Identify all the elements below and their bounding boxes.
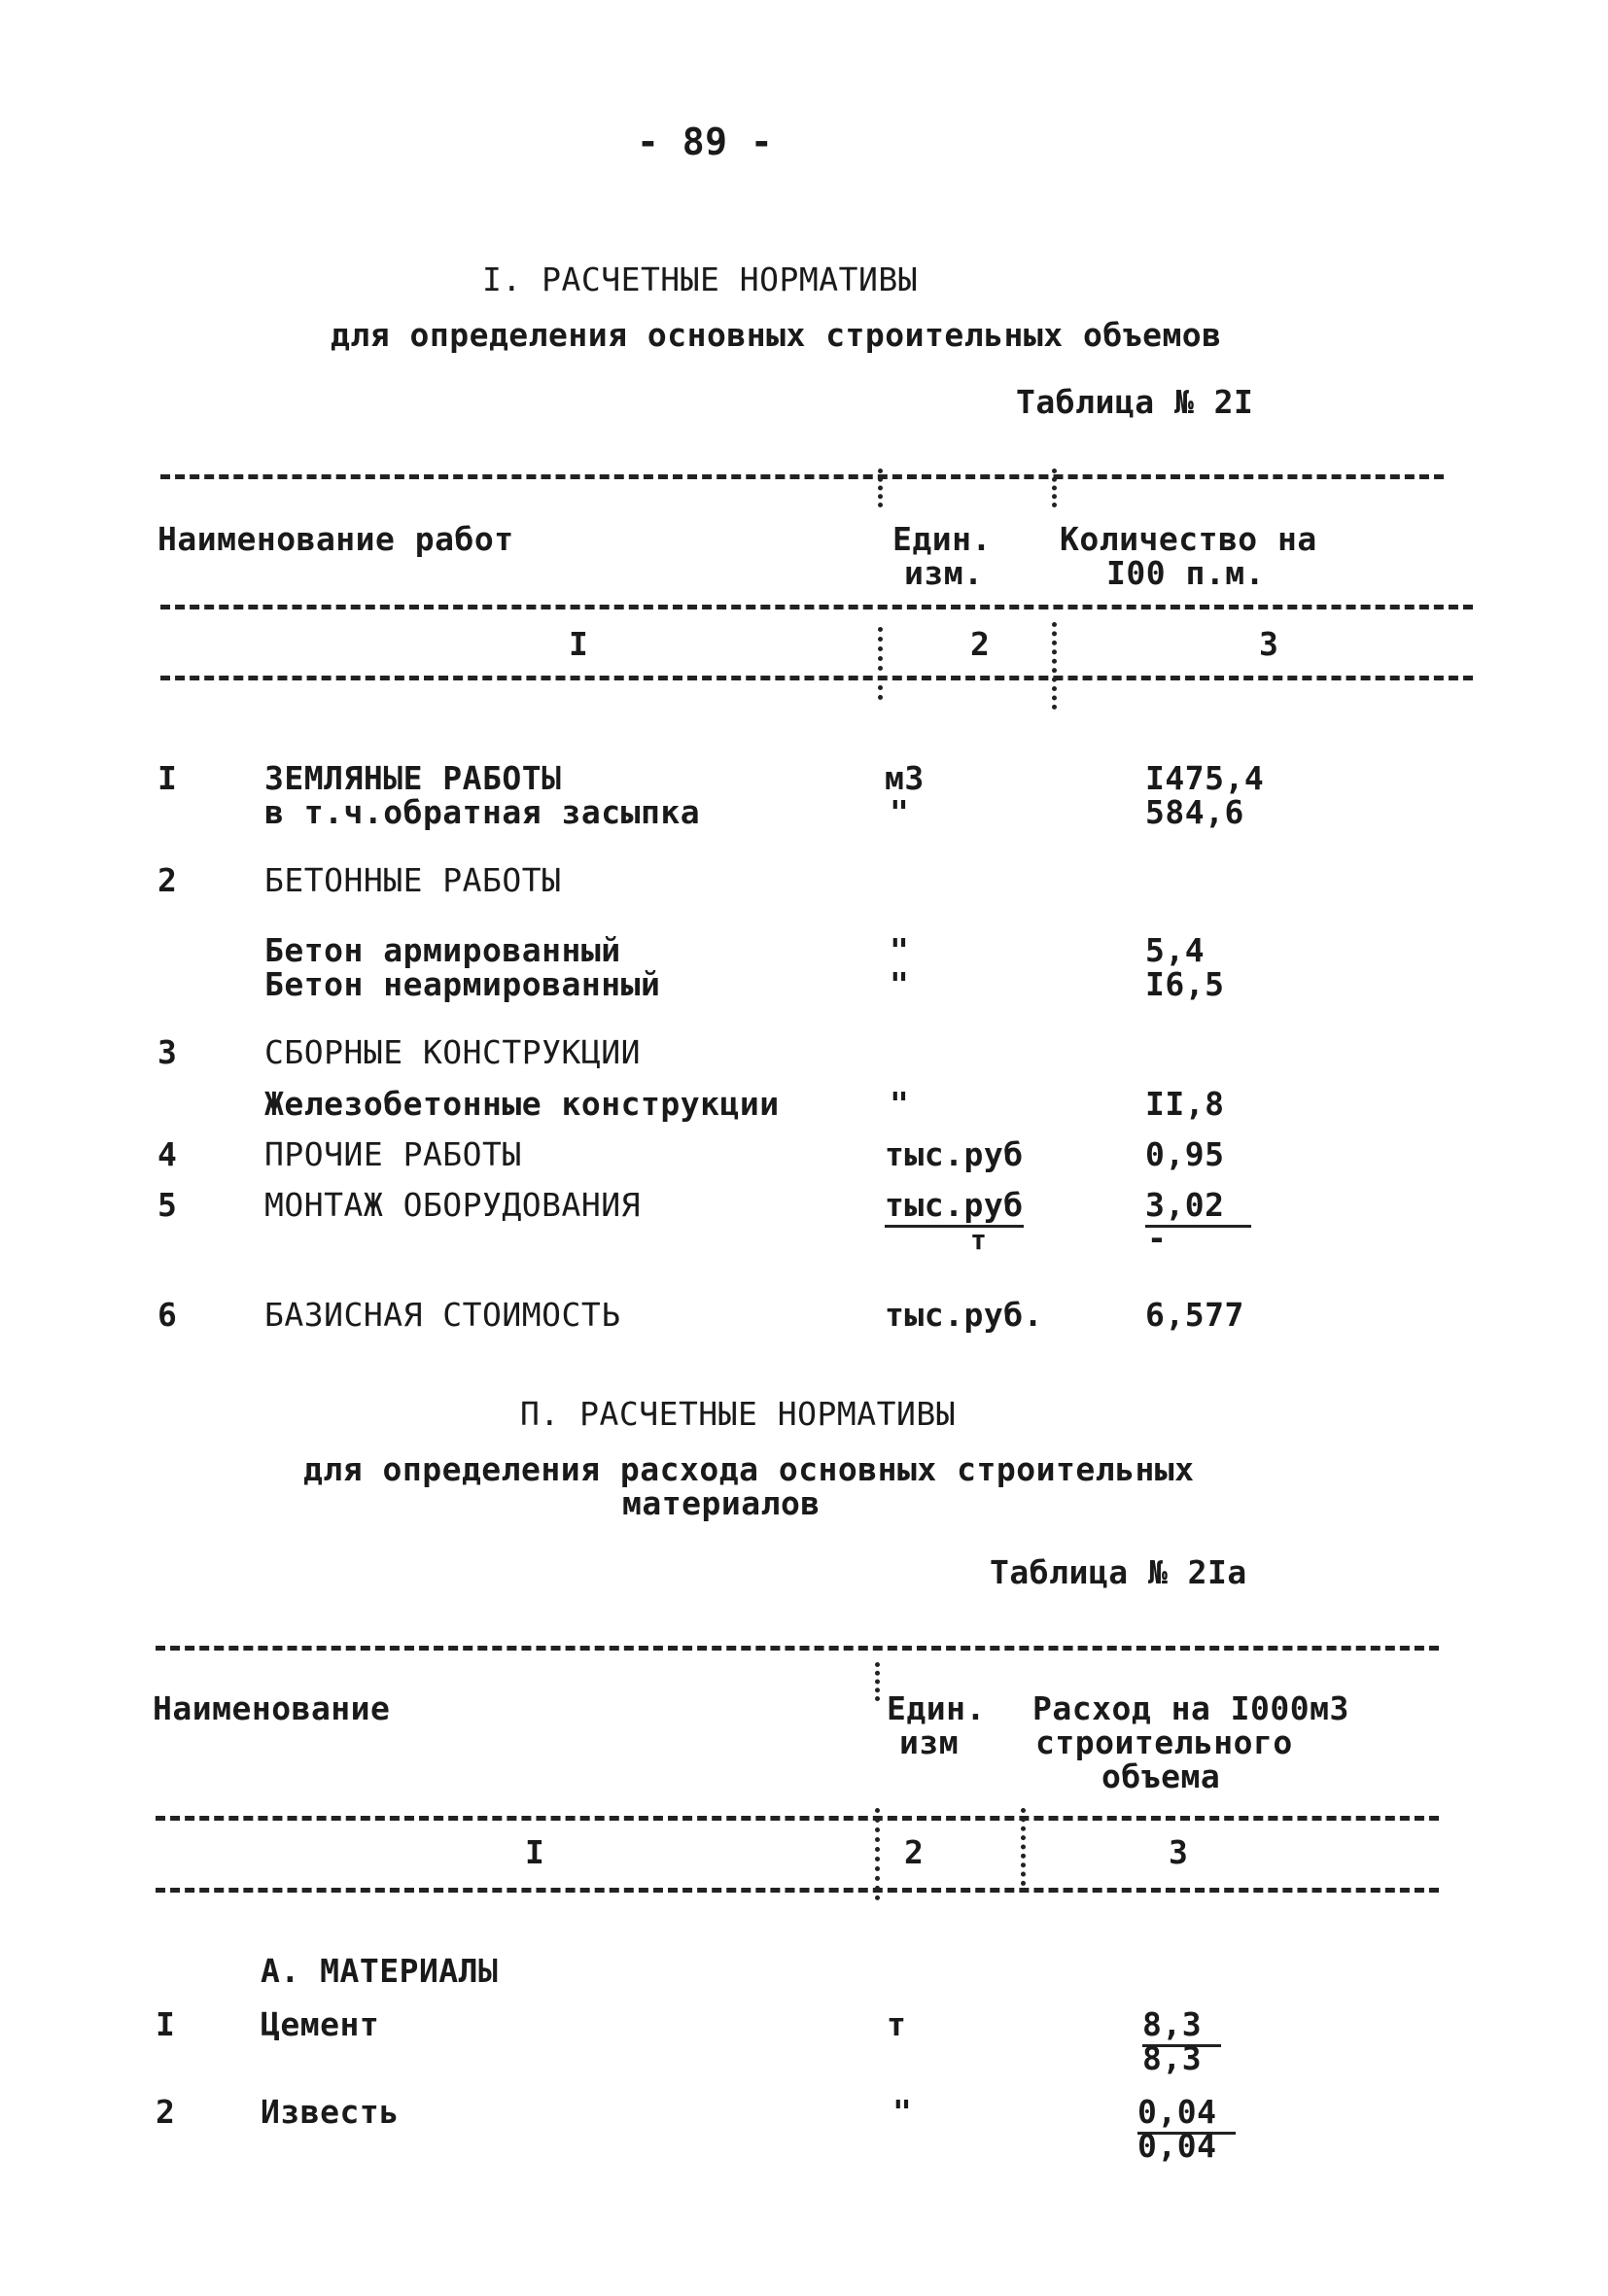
t1-row9-unit: тыс.руб bbox=[885, 1188, 1024, 1228]
t1-row1-unit: м3 bbox=[885, 759, 925, 797]
t1-row10-unit: тыс.руб. bbox=[885, 1296, 1043, 1334]
t2-row1-value-denominator: 8,3 bbox=[1142, 2039, 1203, 2077]
table1-header-name: Наименование работ bbox=[157, 520, 514, 558]
t1-row7-value: II,8 bbox=[1145, 1085, 1225, 1123]
section2-title: П. РАСЧЕТНЫЕ НОРМАТИВЫ bbox=[520, 1395, 957, 1433]
t1-row2-name: в т.ч.обратная засыпка bbox=[264, 793, 701, 831]
t1-row6-name: СБОРНЫЕ КОНСТРУКЦИИ bbox=[264, 1033, 641, 1071]
table2-col-sep-2 bbox=[1021, 1808, 1026, 1886]
table1-col-sep-1 bbox=[878, 469, 883, 507]
t2-row1-value: 8,3 bbox=[1142, 2007, 1221, 2047]
table2-group-title: А. МАТЕРИАЛЫ bbox=[261, 1952, 499, 1990]
t2-row2-value-denominator: 0,04 bbox=[1137, 2127, 1217, 2165]
t1-row8-value: 0,95 bbox=[1145, 1135, 1225, 1173]
table1-colnum-1: I bbox=[569, 625, 589, 663]
table2-header-unit-2: изм bbox=[899, 1723, 960, 1761]
t2-row2-unit: " bbox=[892, 2093, 913, 2131]
table2-top-rule bbox=[156, 1646, 1439, 1651]
section1-subtitle: для определения основных строительных объемов bbox=[331, 316, 1222, 354]
table1-col-sep-2 bbox=[1052, 469, 1057, 507]
section2-table-label: Таблица № 2Iа bbox=[990, 1553, 1247, 1591]
table1-col-sep-2b bbox=[1052, 622, 1057, 710]
t1-row7-name: Железобетонные конструкции bbox=[264, 1085, 780, 1123]
section1-title: I. РАСЧЕТНЫЕ НОРМАТИВЫ bbox=[482, 261, 919, 298]
t1-row6-num: 3 bbox=[157, 1033, 178, 1071]
t2-row1-num: I bbox=[156, 2005, 176, 2043]
table2-col-sep-1b bbox=[875, 1808, 880, 1900]
t1-row7-unit: " bbox=[890, 1085, 910, 1123]
t1-row4-unit: " bbox=[890, 931, 910, 969]
t1-row10-num: 6 bbox=[157, 1296, 178, 1334]
t1-row5-value: I6,5 bbox=[1145, 965, 1225, 1003]
table2-header-qty-3: объема bbox=[1101, 1757, 1221, 1795]
t1-row4-name: Бетон армированный bbox=[264, 931, 621, 969]
t1-row5-name: Бетон неармированный bbox=[264, 965, 661, 1003]
t1-row1-name: ЗЕМЛЯНЫЕ РАБОТЫ bbox=[264, 759, 562, 797]
t1-row9-value-denominator: - bbox=[1147, 1219, 1168, 1257]
table1-colnum-rule bbox=[160, 676, 1473, 680]
t1-row8-unit: тыс.руб bbox=[885, 1135, 1024, 1173]
page-number: - 89 - bbox=[637, 121, 774, 163]
table2-header-unit: Един. bbox=[887, 1689, 986, 1727]
table1-col-sep-1b bbox=[878, 627, 883, 700]
t1-row1-value: I475,4 bbox=[1145, 759, 1265, 797]
table1-header-qty-2: I00 п.м. bbox=[1106, 554, 1265, 592]
table2-colnum-3: 3 bbox=[1169, 1833, 1189, 1871]
table2-colnum-rule bbox=[156, 1888, 1439, 1893]
t2-row2-value: 0,04 bbox=[1137, 2095, 1236, 2135]
table1-header-unit-2: изм. bbox=[904, 554, 984, 592]
t1-row2-value: 584,6 bbox=[1145, 793, 1244, 831]
t1-row8-name: ПРОЧИЕ РАБОТЫ bbox=[264, 1135, 522, 1173]
t1-row4-value: 5,4 bbox=[1145, 931, 1206, 969]
table2-colnum-1: I bbox=[525, 1833, 545, 1871]
table2-header-qty-2: строительного bbox=[1035, 1723, 1293, 1761]
t1-row9-num: 5 bbox=[157, 1186, 178, 1224]
t2-row2-num: 2 bbox=[156, 2093, 176, 2131]
t1-row2-unit: " bbox=[890, 793, 910, 831]
table2-header-name: Наименование bbox=[153, 1689, 391, 1727]
t1-row8-num: 4 bbox=[157, 1135, 178, 1173]
t1-row9-value: 3,02 bbox=[1145, 1188, 1251, 1228]
t1-row1-num: I bbox=[157, 759, 178, 797]
table1-colnum-2: 2 bbox=[970, 625, 991, 663]
t2-row1-unit: т bbox=[887, 2005, 907, 2043]
table1-header-rule bbox=[160, 605, 1473, 609]
t1-row9-unit-denominator: т bbox=[970, 1224, 988, 1256]
t1-row5-unit: " bbox=[890, 965, 910, 1003]
table1-header-unit: Един. bbox=[892, 520, 992, 558]
table2-header-rule bbox=[156, 1816, 1439, 1821]
section2-subtitle-line1: для определения расхода основных строительных bbox=[303, 1450, 1195, 1488]
t1-row3-name: БЕТОННЫЕ РАБОТЫ bbox=[264, 861, 562, 899]
t1-row10-name: БАЗИСНАЯ СТОИМОСТЬ bbox=[264, 1296, 621, 1334]
table1-colnum-3: 3 bbox=[1259, 625, 1279, 663]
table1-header-qty: Количество на bbox=[1060, 520, 1317, 558]
table2-header-qty: Расход на I000м3 bbox=[1032, 1689, 1349, 1727]
table1-top-rule bbox=[160, 474, 1444, 479]
t2-row1-name: Цемент bbox=[261, 2005, 380, 2043]
t1-row10-value: 6,577 bbox=[1145, 1296, 1244, 1334]
section2-subtitle-line2: материалов bbox=[622, 1484, 821, 1522]
table2-colnum-2: 2 bbox=[904, 1833, 925, 1871]
t1-row3-num: 2 bbox=[157, 861, 178, 899]
section1-table-label: Таблица № 2I bbox=[1016, 383, 1254, 421]
t1-row9-name: МОНТАЖ ОБОРУДОВАНИЯ bbox=[264, 1186, 641, 1224]
t2-row2-name: Известь bbox=[261, 2093, 400, 2131]
table2-col-sep-1 bbox=[875, 1662, 880, 1701]
